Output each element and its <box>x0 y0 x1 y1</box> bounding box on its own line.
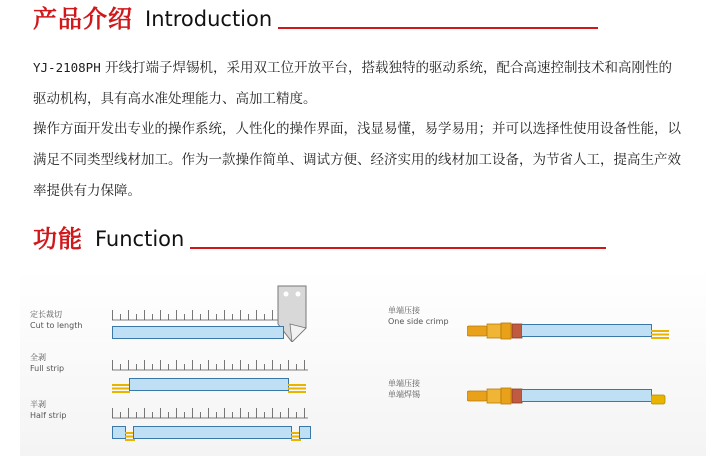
half-strip-label-cn: 半剥 <box>30 400 46 409</box>
crimp-solder-wire <box>521 389 652 402</box>
half-strip-jacket-right <box>299 426 311 439</box>
one-side-crimp-label-cn: 单端压接 <box>388 306 420 315</box>
intro-title-cn: 产品介绍 <box>33 4 133 33</box>
full-strip-label <box>30 352 64 374</box>
intro-title-en: Introduction <box>145 7 273 31</box>
crimp-solder-label-line2: 单端焊锡 <box>388 390 420 399</box>
full-strip-label-en: Full strip <box>30 364 65 373</box>
half-strip-ruler <box>112 408 308 419</box>
function-title-en: Function <box>95 227 185 251</box>
model-number: YJ-2108PH <box>33 60 101 75</box>
cut-label-cn: 定长裁切 <box>30 310 62 319</box>
intro-heading <box>33 6 598 32</box>
one-side-crimp-wire <box>521 324 652 337</box>
one-side-crimp-strands <box>651 325 671 344</box>
crimp-solder-label <box>388 378 420 400</box>
intro-paragraph-1-text: 开线打端子焊锡机，采用双工位开放平台，搭载独特的驱动系统，配合高速控制技术和高刚性的驱动机构，具有高水准处理能力、高加工精度。 <box>33 60 673 107</box>
half-strip-wire <box>133 426 292 439</box>
intro-paragraph-2 <box>33 114 683 207</box>
solder-tip-icon <box>651 390 669 409</box>
one-side-crimp-label-en: One side crimp <box>388 317 449 326</box>
cut-ruler <box>112 310 280 321</box>
full-strip-strands-right <box>288 379 308 398</box>
function-title-cn: 功能 <box>33 224 83 253</box>
crimp-solder-label-line1: 单端压接 <box>388 379 420 388</box>
crimp-solder-terminal-icon <box>467 386 523 410</box>
half-strip-label <box>30 399 66 421</box>
crimp-terminal-icon <box>467 321 523 345</box>
cut-label-en: Cut to length <box>30 321 83 330</box>
function-heading <box>33 226 606 252</box>
one-side-crimp-label <box>388 305 449 327</box>
intro-paragraph-2-text: 操作方面开发出专业的操作系统，人性化的操作界面，浅显易懂，易学易用；并可以选择性使用设备性能，以满足不同类型线材加工。作为一款操作简单、调试方便、经济实用的线材加工设备，为节省人工，提高生产效率提供有力保障。 <box>33 121 681 199</box>
cut-label <box>30 309 82 331</box>
intro-paragraph-1 <box>33 52 683 115</box>
function-rule <box>190 247 606 249</box>
half-strip-jacket-left <box>112 426 126 439</box>
full-strip-wire <box>129 378 289 391</box>
function-diagram <box>20 268 706 456</box>
half-strip-label-en: Half strip <box>30 411 67 420</box>
cut-wire <box>112 326 284 339</box>
full-strip-ruler <box>112 360 308 371</box>
intro-rule <box>278 27 598 29</box>
full-strip-label-cn: 全剥 <box>30 353 46 362</box>
